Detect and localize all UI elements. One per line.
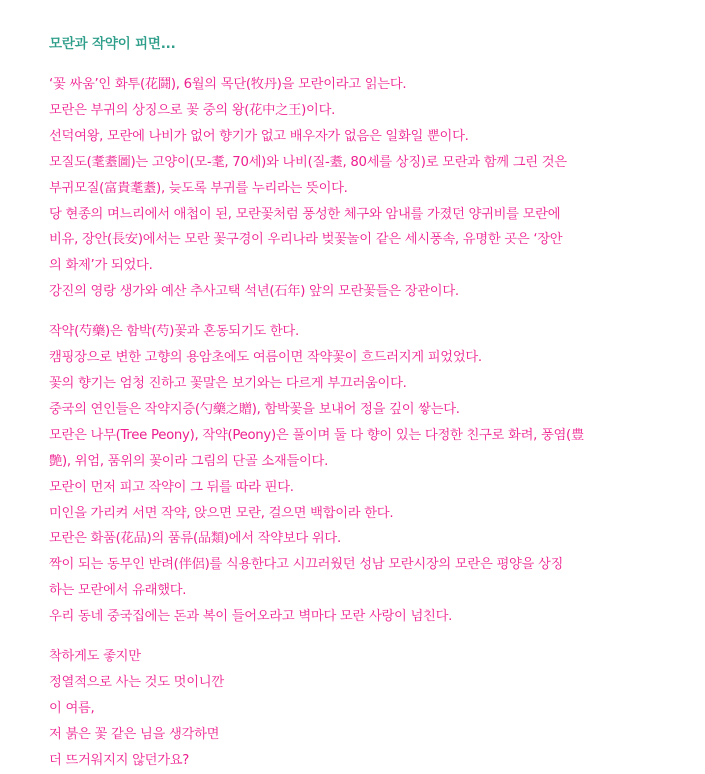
- section-moran: [49, 72, 685, 305]
- text-line: 모란은 부귀의 상징으로 꽃 중의 왕(花中之王)이다.: [49, 102, 336, 118]
- text-line: 당 현종의 며느리에서 애첩이 된, 모란꽃처럼 풍성한 체구와 암내를 가졌던 양귀비를 모란에: [49, 206, 561, 222]
- post-title: 모란과 작약이 피면...: [49, 36, 176, 52]
- text-line: 부귀모질(富貴耄耋), 늦도록 부귀를 누리라는 뜻이다.: [49, 180, 348, 196]
- text-line: 모란은 나무(Tree Peony), 작약(Peony)은 풀이며 둘 다 향이 있는 다정한 친구로 화려, 풍염(豊: [49, 427, 584, 443]
- poem-line: 정열적으로 사는 것도 멋이니깐: [49, 674, 224, 690]
- text-line: 艶), 위엄, 품위의 꽃이라 그림의 단골 소재들이다.: [49, 453, 329, 469]
- text-line: 캠핑장으로 변한 고향의 용암초에도 여름이면 작약꽃이 흐드러지게 피었었다.: [49, 350, 482, 366]
- poem-line: 착하게도 좋지만: [49, 649, 141, 665]
- text-line: 미인을 가리켜 서면 작약, 앉으면 모란, 걸으면 백합이라 한다.: [49, 505, 394, 521]
- poem-line: 이 여름,: [49, 700, 95, 716]
- text-line: 작약(芍藥)은 함박(芍)꽃과 혼동되기도 한다.: [49, 324, 299, 340]
- text-line: 모질도(耄耋圖)는 고양이(모-耄, 70세)와 나비(질-耋, 80세를 상징)로 모란과 함께 그린 것은: [49, 154, 567, 170]
- text-line: 우리 동네 중국집에는 돈과 복이 들어오라고 벽마다 모란 사랑이 넘친다.: [49, 609, 453, 625]
- text-line: 의 화제’가 되었다.: [49, 258, 153, 274]
- poem-line: 더 뜨거워지지 않던가요?: [49, 752, 190, 768]
- section-closing-poem: [49, 644, 685, 774]
- section-jakyak: [49, 319, 685, 630]
- text-line: 강진의 영랑 생가와 예산 추사고택 석년(石年) 앞의 모란꽃들은 장관이다.: [49, 284, 459, 300]
- text-line: 비유, 장안(長安)에서는 모란 꽃구경이 우리나라 벚꽃놀이 같은 세시풍속, 유명한 곳은 ‘장안: [49, 232, 563, 248]
- text-line: 모란은 화품(花品)의 품류(品類)에서 작약보다 위다.: [49, 531, 341, 547]
- poem-line: 저 붉은 꽃 같은 님을 생각하면: [49, 726, 220, 742]
- text-line: 중국의 연인들은 작약지증(勺藥之贈), 함박꽃을 보내어 정을 깊이 쌓는다.: [49, 401, 460, 417]
- text-line: ‘꽃 싸움’인 화투(花鬪), 6월의 목단(牧丹)을 모란이라고 읽는다.: [49, 77, 407, 92]
- text-line: 선덕여왕, 모란에 나비가 없어 향기가 없고 배우자가 없음은 일화일 뿐이다.: [49, 128, 469, 144]
- text-line: 꽃의 향기는 엄청 진하고 꽃말은 보기와는 다르게 부끄러움이다.: [49, 375, 407, 391]
- text-line: 짝이 되는 동무인 반려(伴侶)를 식용한다고 시끄러웠던 성남 모란시장의 모란은 평양을 상징: [49, 557, 564, 573]
- text-line: 모란이 먼저 피고 작약이 그 뒤를 따라 핀다.: [49, 479, 294, 495]
- text-line: 하는 모란에서 유래했다.: [49, 583, 187, 599]
